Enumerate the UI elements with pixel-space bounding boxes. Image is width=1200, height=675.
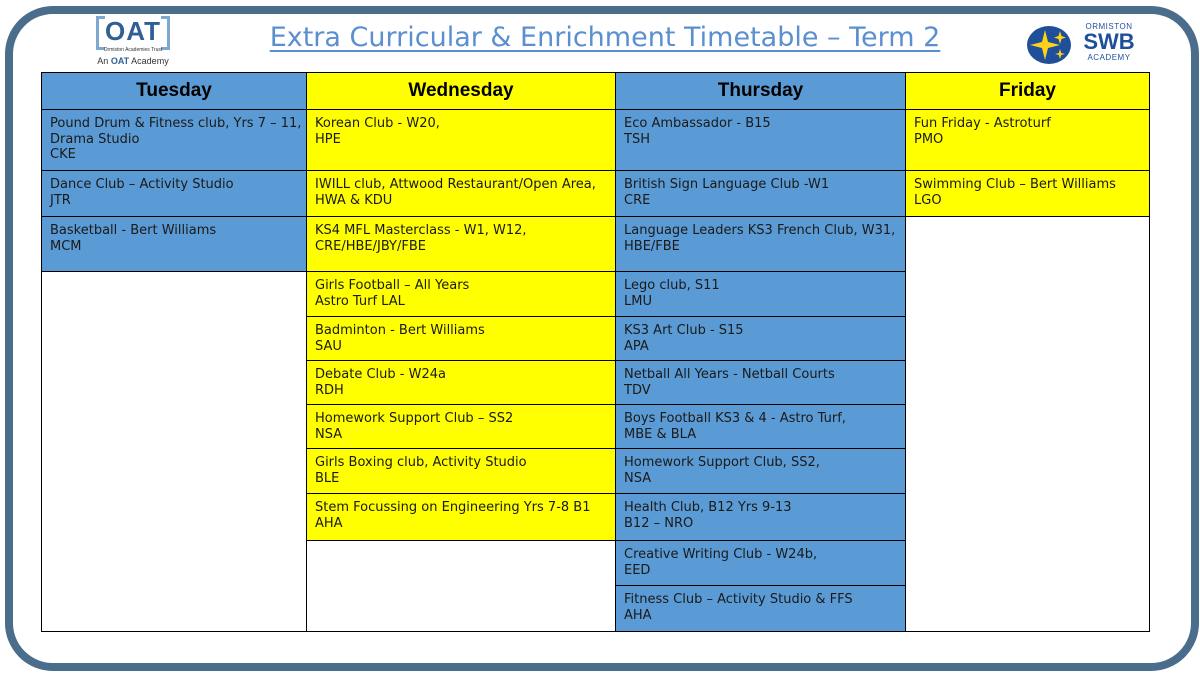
header-friday: Friday — [906, 73, 1150, 110]
oat-logo-trust: Ormiston Academies Trust — [103, 47, 163, 53]
thursday-activity — [616, 494, 906, 541]
activity-line: IWILL club, Attwood Restaurant/Open Area, — [315, 177, 596, 192]
activity-line: Drama Studio — [50, 131, 140, 147]
empty-cell — [307, 541, 616, 632]
oat-logo — [90, 16, 180, 68]
timetable-row — [42, 171, 1150, 217]
activity-line: HWA & KDU — [315, 192, 393, 208]
friday-activity — [906, 110, 1150, 171]
activity-line: KS4 MFL Masterclass - W1, W12, — [315, 223, 527, 238]
wednesday-activity — [307, 110, 616, 171]
activity-line: MCM — [50, 238, 82, 254]
activity-line: Debate Club - W24a — [315, 367, 446, 382]
activity-line: PMO — [914, 131, 944, 147]
activity-line: Girls Boxing club, Activity Studio — [315, 455, 527, 470]
activity-line: HBE/FBE — [624, 238, 680, 254]
activity-line: TDV — [624, 382, 651, 398]
activity-line: Basketball - Bert Williams — [50, 223, 217, 238]
activity-line: Fitness Club – Activity Studio & FFS — [624, 592, 853, 607]
oat-logo-academy: An OAT Academy — [97, 56, 169, 66]
activity-line: Homework Support Club – SS2 — [315, 411, 514, 426]
thursday-activity — [616, 361, 906, 405]
activity-line: MBE & BLA — [624, 426, 697, 442]
star-icon — [1027, 26, 1071, 64]
activity-line: Netball All Years - Netball Courts — [624, 367, 835, 382]
activity-line: NSA — [624, 470, 652, 486]
header-wednesday: Wednesday — [307, 73, 616, 110]
page-title: Extra Curricular & Enrichment Timetable – Term 2 — [269, 22, 941, 53]
header-thursday: Thursday — [616, 73, 906, 110]
activity-line: LMU — [624, 293, 652, 309]
activity-line: HPE — [315, 131, 341, 147]
swb-logo-top: ORMISTON — [1085, 22, 1133, 31]
header-tuesday: Tuesday — [42, 73, 307, 110]
activity-line: AHA — [315, 515, 343, 531]
timetable-row — [42, 217, 1150, 272]
thursday-activity — [616, 586, 906, 632]
activity-line: Badminton - Bert Williams — [315, 323, 485, 338]
timetable-row — [42, 110, 1150, 171]
thursday-activity — [616, 541, 906, 586]
thursday-activity — [616, 110, 906, 171]
wednesday-activity — [307, 405, 616, 449]
swb-logo-main: SWB — [1083, 29, 1135, 54]
thursday-activity — [616, 272, 906, 317]
activity-line: Lego club, S11 — [624, 278, 720, 293]
activity-line: TSH — [624, 131, 650, 147]
thursday-activity — [616, 171, 906, 217]
activity-line: JTR — [50, 192, 71, 208]
activity-line: BLE — [315, 470, 340, 486]
activity-line: Dance Club – Activity Studio — [50, 177, 234, 192]
activity-line: Astro Turf LAL — [315, 293, 405, 309]
activity-line: NSA — [315, 426, 343, 442]
wednesday-activity — [307, 217, 616, 272]
activity-line: SAU — [315, 338, 342, 354]
wednesday-activity — [307, 171, 616, 217]
activity-line: Korean Club - W20, — [315, 116, 440, 131]
empty-cell — [906, 217, 1150, 632]
tuesday-activity — [42, 110, 307, 171]
oat-logo-word: OAT — [105, 16, 161, 46]
activity-line: Stem Focussing on Engineering Yrs 7-8 B1 — [315, 500, 591, 515]
wednesday-activity — [307, 272, 616, 317]
tuesday-activity — [42, 217, 307, 272]
swb-academy-logo — [1027, 22, 1147, 72]
activity-line: RDH — [315, 382, 344, 398]
thursday-activity — [616, 217, 906, 272]
timetable — [41, 72, 1150, 632]
activity-line: Boys Football KS3 & 4 - Astro Turf, — [624, 411, 846, 426]
wednesday-activity — [307, 449, 616, 494]
activity-line: CRE — [624, 192, 651, 208]
wednesday-activity — [307, 317, 616, 361]
thursday-activity — [616, 405, 906, 449]
friday-activity — [906, 171, 1150, 217]
timetable-header-row — [42, 73, 1150, 110]
wednesday-activity — [307, 494, 616, 541]
activity-line: CRE/HBE/JBY/FBE — [315, 238, 426, 254]
activity-line: Girls Football – All Years — [315, 278, 470, 293]
activity-line: British Sign Language Club -W1 — [624, 177, 830, 192]
tuesday-activity — [42, 171, 307, 217]
activity-line: KS3 Art Club - S15 — [624, 323, 744, 338]
activity-line: CKE — [50, 147, 76, 162]
activity-line: Fun Friday - Astroturf — [914, 116, 1051, 131]
activity-line: Creative Writing Club - W24b, — [624, 547, 818, 562]
swb-logo-bottom: ACADEMY — [1087, 53, 1131, 62]
activity-line: APA — [624, 338, 649, 354]
wednesday-activity — [307, 361, 616, 405]
activity-line: Language Leaders KS3 French Club, W31, — [624, 223, 896, 238]
activity-line: Homework Support Club, SS2, — [624, 455, 820, 470]
activity-line: EED — [624, 562, 651, 578]
activity-line: Swimming Club – Bert Williams — [914, 177, 1116, 192]
activity-line: B12 – NRO — [624, 515, 694, 531]
activity-line: Pound Drum & Fitness club, Yrs 7 – 11, — [50, 116, 302, 131]
activity-line: AHA — [624, 607, 652, 623]
activity-line: LGO — [914, 192, 942, 208]
thursday-activity — [616, 449, 906, 494]
activity-line: Eco Ambassador - B15 — [624, 116, 771, 131]
empty-cell — [42, 272, 307, 632]
activity-line: Health Club, B12 Yrs 9-13 — [624, 500, 792, 515]
thursday-activity — [616, 317, 906, 361]
